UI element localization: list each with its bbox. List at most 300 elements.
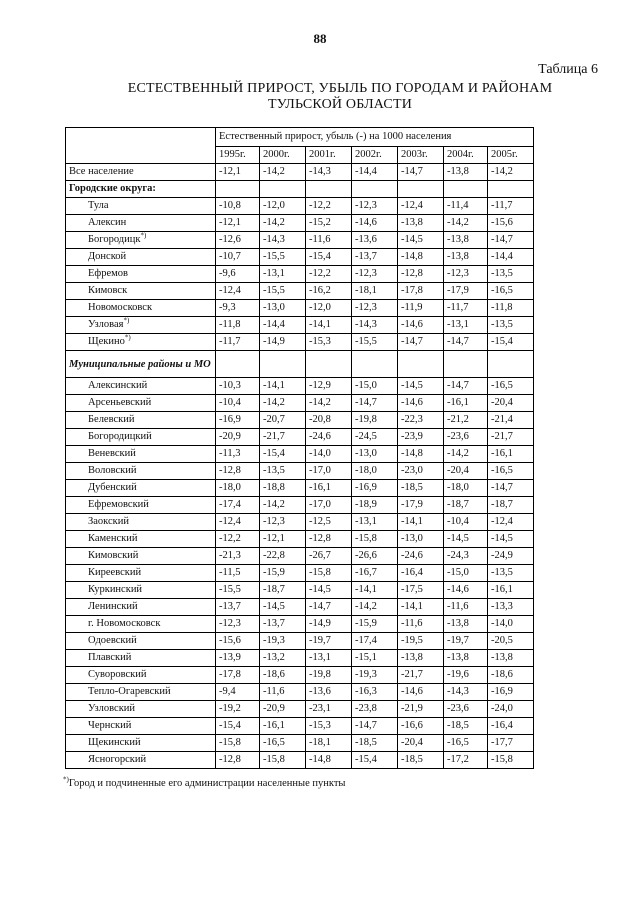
table-row: [66, 266, 534, 283]
value-cell: -24,6: [398, 548, 444, 565]
value-cell: -19,6: [444, 667, 488, 684]
row-name: Ефремов: [88, 268, 128, 279]
value-cell: -10,8: [216, 198, 260, 215]
empty-cell: [488, 351, 534, 378]
value-cell: -12,8: [216, 463, 260, 480]
value-cell: -18,7: [444, 497, 488, 514]
value-cell: -9,6: [216, 266, 260, 283]
value-cell: -12,4: [398, 198, 444, 215]
value-cell: -18,5: [352, 735, 398, 752]
value-cell: -13,7: [216, 599, 260, 616]
value-cell: -16,5: [444, 735, 488, 752]
value-cell: -17,9: [444, 283, 488, 300]
total-row: [66, 164, 534, 181]
value-cell: -13,1: [352, 514, 398, 531]
table-row: [66, 718, 534, 735]
value-cell: -12,1: [260, 531, 306, 548]
value-cell: -18,0: [444, 480, 488, 497]
footnote-ref: *): [124, 333, 131, 342]
value-cell: -12,1: [216, 164, 260, 181]
value-cell: -11,9: [398, 300, 444, 317]
value-cell: -23,0: [398, 463, 444, 480]
value-cell: -14,7: [488, 232, 534, 249]
value-cell: -15,8: [306, 565, 352, 582]
value-cell: -14,5: [306, 582, 352, 599]
table-row: [66, 283, 534, 300]
value-cell: -18,0: [216, 480, 260, 497]
value-cell: -14,4: [488, 249, 534, 266]
value-cell: -14,3: [260, 232, 306, 249]
value-cell: -12,2: [216, 531, 260, 548]
table-row: [66, 548, 534, 565]
row-name-cell: [66, 334, 216, 351]
value-cell: -14,6: [444, 582, 488, 599]
value-cell: -14,1: [398, 514, 444, 531]
value-cell: -23,6: [444, 429, 488, 446]
value-cell: -14,5: [488, 531, 534, 548]
value-cell: -21,7: [398, 667, 444, 684]
value-cell: -13,0: [352, 446, 398, 463]
footnote-ref: *): [140, 231, 147, 240]
value-cell: -18,5: [444, 718, 488, 735]
value-cell: -14,2: [444, 446, 488, 463]
row-name-cell: [66, 633, 216, 650]
row-name-cell: [66, 616, 216, 633]
municipal-group-header: [66, 351, 534, 378]
value-cell: -12,6: [216, 232, 260, 249]
value-cell: -12,5: [306, 514, 352, 531]
value-cell: -15,4: [216, 718, 260, 735]
value-cell: -13,8: [444, 616, 488, 633]
value-cell: -21,7: [488, 429, 534, 446]
value-cell: -14,5: [444, 531, 488, 548]
value-cell: -10,7: [216, 249, 260, 266]
value-cell: -14,7: [488, 480, 534, 497]
table-row: [66, 215, 534, 232]
value-cell: -23,9: [398, 429, 444, 446]
value-cell: -13,5: [488, 266, 534, 283]
table-row: [66, 429, 534, 446]
row-name: Кимовский: [88, 550, 139, 561]
empty-cell: [260, 351, 306, 378]
row-name: Воловский: [88, 465, 137, 476]
row-name-cell: [66, 378, 216, 395]
value-cell: -15,4: [306, 249, 352, 266]
value-cell: -17,5: [398, 582, 444, 599]
value-cell: -14,7: [444, 378, 488, 395]
row-name-cell: [66, 249, 216, 266]
value-cell: -12,8: [216, 752, 260, 769]
value-cell: -15,5: [352, 334, 398, 351]
value-cell: -14,7: [398, 164, 444, 181]
table-row: [66, 198, 534, 215]
table-row: [66, 616, 534, 633]
value-cell: -26,7: [306, 548, 352, 565]
value-cell: -20,8: [306, 412, 352, 429]
row-name: г. Новомосковск: [88, 618, 161, 629]
value-cell: -16,9: [216, 412, 260, 429]
row-name-cell: [66, 752, 216, 769]
value-cell: -17,0: [306, 497, 352, 514]
value-cell: -20,5: [488, 633, 534, 650]
row-name-cell: [66, 480, 216, 497]
value-cell: -13,8: [444, 650, 488, 667]
value-cell: -10,3: [216, 378, 260, 395]
table-row: [66, 317, 534, 334]
table-row: [66, 480, 534, 497]
value-cell: -14,1: [306, 317, 352, 334]
table-row: [66, 633, 534, 650]
value-cell: -20,9: [216, 429, 260, 446]
value-cell: -11,8: [216, 317, 260, 334]
value-cell: -10,4: [444, 514, 488, 531]
table-row: [66, 650, 534, 667]
table-row: [66, 684, 534, 701]
row-name-cell: [66, 412, 216, 429]
empty-cell: [216, 351, 260, 378]
value-cell: -16,5: [260, 735, 306, 752]
value-cell: -15,8: [216, 735, 260, 752]
value-cell: -12,3: [352, 300, 398, 317]
value-cell: -15,1: [352, 650, 398, 667]
value-cell: -24,6: [306, 429, 352, 446]
row-name: Тепло-Огаревский: [88, 686, 171, 697]
value-cell: -14,6: [352, 215, 398, 232]
value-cell: -26,6: [352, 548, 398, 565]
value-cell: -14,8: [398, 249, 444, 266]
value-cell: -12,2: [306, 266, 352, 283]
value-cell: -16,1: [444, 395, 488, 412]
row-name: Каменский: [88, 533, 138, 544]
value-cell: -13,0: [398, 531, 444, 548]
row-name-cell: [66, 283, 216, 300]
row-name-cell: [66, 395, 216, 412]
value-cell: -14,5: [260, 599, 306, 616]
value-cell: -14,8: [306, 752, 352, 769]
value-cell: -14,3: [444, 684, 488, 701]
row-name: Заокский: [88, 516, 130, 527]
value-cell: -13,6: [306, 684, 352, 701]
value-cell: -16,6: [398, 718, 444, 735]
value-cell: -21,4: [488, 412, 534, 429]
empty-cell: [216, 181, 260, 198]
value-cell: -14,3: [352, 317, 398, 334]
row-name: Новомосковск: [88, 302, 153, 313]
value-cell: -12,9: [306, 378, 352, 395]
value-cell: -15,0: [352, 378, 398, 395]
table-row: [66, 412, 534, 429]
value-cell: -13,2: [260, 650, 306, 667]
row-name: Плавский: [88, 652, 132, 663]
value-cell: -23,6: [444, 701, 488, 718]
table-row: [66, 334, 534, 351]
value-cell: -14,2: [260, 497, 306, 514]
value-cell: -11,3: [216, 446, 260, 463]
value-cell: -24,3: [444, 548, 488, 565]
value-cell: -13,0: [260, 300, 306, 317]
table-label: Таблица 6: [538, 62, 598, 77]
row-name-cell: [66, 701, 216, 718]
value-cell: -19,3: [352, 667, 398, 684]
value-cell: -13,1: [260, 266, 306, 283]
row-name: Киреевский: [88, 567, 142, 578]
table-row: [66, 667, 534, 684]
row-name: Узловая: [88, 319, 124, 330]
value-cell: -18,5: [398, 480, 444, 497]
row-name: Тула: [88, 200, 109, 211]
value-cell: -21,2: [444, 412, 488, 429]
footnote: [63, 775, 346, 789]
year-header-cell: 1995г.: [216, 147, 260, 164]
value-cell: -14,7: [352, 718, 398, 735]
table-row: [66, 565, 534, 582]
value-cell: -10,4: [216, 395, 260, 412]
value-cell: -14,7: [398, 334, 444, 351]
value-cell: -14,8: [398, 446, 444, 463]
value-cell: -16,4: [398, 565, 444, 582]
footnote-ref: *): [123, 316, 130, 325]
table-row: [66, 395, 534, 412]
row-name: Чернский: [88, 720, 132, 731]
table-row: [66, 446, 534, 463]
value-cell: -15,0: [444, 565, 488, 582]
value-cell: -11,6: [306, 232, 352, 249]
value-cell: -15,4: [260, 446, 306, 463]
value-cell: -15,3: [306, 718, 352, 735]
table-row: [66, 735, 534, 752]
row-name-cell: [66, 232, 216, 249]
year-header-cell: 2002г.: [352, 147, 398, 164]
value-cell: -14,6: [398, 395, 444, 412]
empty-cell: [306, 181, 352, 198]
table-row: [66, 514, 534, 531]
population-growth-table: [65, 127, 534, 769]
value-cell: -14,1: [260, 378, 306, 395]
row-name: Кимовск: [88, 285, 128, 296]
row-name-cell: [66, 317, 216, 334]
row-name: Суворовский: [88, 669, 147, 680]
row-name: Одоевский: [88, 635, 137, 646]
row-name-cell: [66, 164, 216, 181]
value-cell: -19,8: [306, 667, 352, 684]
value-cell: -14,5: [398, 232, 444, 249]
row-name-cell: [66, 198, 216, 215]
value-cell: -16,4: [488, 718, 534, 735]
empty-cell: [488, 181, 534, 198]
value-cell: -17,2: [444, 752, 488, 769]
urban-group-header-label: Городские округа:: [66, 181, 216, 198]
row-name: Ленинский: [88, 601, 138, 612]
value-cell: -22,3: [398, 412, 444, 429]
value-cell: -12,3: [216, 616, 260, 633]
value-cell: -19,7: [306, 633, 352, 650]
header-span-cell: Естественный прирост, убыль (-) на 1000 населения: [216, 128, 534, 147]
value-cell: -12,8: [398, 266, 444, 283]
value-cell: -18,0: [352, 463, 398, 480]
value-cell: -14,2: [306, 395, 352, 412]
value-cell: -11,6: [260, 684, 306, 701]
value-cell: -13,6: [352, 232, 398, 249]
value-cell: -19,7: [444, 633, 488, 650]
value-cell: -16,5: [488, 283, 534, 300]
value-cell: -12,4: [216, 283, 260, 300]
value-cell: -11,8: [488, 300, 534, 317]
empty-cell: [398, 351, 444, 378]
value-cell: -18,1: [306, 735, 352, 752]
value-cell: -15,6: [488, 215, 534, 232]
table-row: [66, 497, 534, 514]
value-cell: -19,8: [352, 412, 398, 429]
row-name-cell: [66, 582, 216, 599]
value-cell: -19,5: [398, 633, 444, 650]
row-name: Куркинский: [88, 584, 143, 595]
value-cell: -13,3: [488, 599, 534, 616]
value-cell: -12,0: [260, 198, 306, 215]
row-name-cell: [66, 599, 216, 616]
value-cell: -24,0: [488, 701, 534, 718]
value-cell: -12,3: [352, 198, 398, 215]
row-name-cell: [66, 548, 216, 565]
value-cell: -13,8: [488, 650, 534, 667]
value-cell: -14,9: [306, 616, 352, 633]
row-name: Алексин: [88, 217, 127, 228]
value-cell: -24,5: [352, 429, 398, 446]
value-cell: -14,2: [488, 164, 534, 181]
value-cell: -16,1: [488, 446, 534, 463]
value-cell: -12,1: [216, 215, 260, 232]
value-cell: -14,5: [398, 378, 444, 395]
value-cell: -14,1: [398, 599, 444, 616]
row-name-cell: [66, 497, 216, 514]
urban-group-header: [66, 181, 534, 198]
row-name: Ясногорский: [88, 754, 147, 765]
value-cell: -17,0: [306, 463, 352, 480]
table-row: [66, 599, 534, 616]
footnote-text: Город и подчиненные его администрации населенные пункты: [68, 778, 346, 789]
page-number: 88: [313, 31, 327, 46]
row-name: Все население: [69, 166, 134, 177]
value-cell: -14,0: [306, 446, 352, 463]
row-name-cell: [66, 531, 216, 548]
value-cell: -14,1: [352, 582, 398, 599]
value-cell: -22,8: [260, 548, 306, 565]
row-name: Веневский: [88, 448, 136, 459]
row-name: Ефремовский: [88, 499, 149, 510]
value-cell: -15,6: [216, 633, 260, 650]
row-name-cell: [66, 565, 216, 582]
table-row: [66, 232, 534, 249]
value-cell: -12,4: [216, 514, 260, 531]
row-name: Богородицкий: [88, 431, 152, 442]
value-cell: -13,9: [216, 650, 260, 667]
row-name-cell: [66, 446, 216, 463]
value-cell: -15,4: [352, 752, 398, 769]
value-cell: -14,3: [306, 164, 352, 181]
value-cell: -18,9: [352, 497, 398, 514]
value-cell: -15,8: [488, 752, 534, 769]
value-cell: -15,5: [260, 283, 306, 300]
value-cell: -12,8: [306, 531, 352, 548]
value-cell: -13,8: [398, 650, 444, 667]
table-row: [66, 701, 534, 718]
value-cell: -15,9: [260, 565, 306, 582]
empty-cell: [352, 181, 398, 198]
value-cell: -14,0: [488, 616, 534, 633]
value-cell: -11,7: [488, 198, 534, 215]
value-cell: -13,5: [488, 565, 534, 582]
table-row: [66, 531, 534, 548]
value-cell: -15,8: [352, 531, 398, 548]
table-row: [66, 463, 534, 480]
value-cell: -20,7: [260, 412, 306, 429]
value-cell: -18,6: [260, 667, 306, 684]
value-cell: -17,4: [352, 633, 398, 650]
value-cell: -12,3: [352, 266, 398, 283]
value-cell: -18,1: [352, 283, 398, 300]
row-name-cell: [66, 463, 216, 480]
value-cell: -16,5: [488, 463, 534, 480]
value-cell: -12,2: [306, 198, 352, 215]
year-header-cell: 2003г.: [398, 147, 444, 164]
value-cell: -14,4: [352, 164, 398, 181]
value-cell: -20,4: [398, 735, 444, 752]
value-cell: -16,1: [488, 582, 534, 599]
value-cell: -17,7: [488, 735, 534, 752]
value-cell: -21,3: [216, 548, 260, 565]
header-corner-cell: [66, 128, 216, 164]
value-cell: -14,9: [260, 334, 306, 351]
table-row: [66, 249, 534, 266]
value-cell: -11,5: [216, 565, 260, 582]
value-cell: -13,5: [488, 317, 534, 334]
value-cell: -15,3: [306, 334, 352, 351]
row-name-cell: [66, 514, 216, 531]
row-name-cell: [66, 266, 216, 283]
row-name: Узловский: [88, 703, 136, 714]
value-cell: -24,9: [488, 548, 534, 565]
value-cell: -21,9: [398, 701, 444, 718]
row-name: Донской: [88, 251, 127, 262]
value-cell: -11,7: [216, 334, 260, 351]
value-cell: -14,6: [398, 317, 444, 334]
value-cell: -20,4: [488, 395, 534, 412]
row-name: Арсеньевский: [88, 397, 152, 408]
value-cell: -18,7: [260, 582, 306, 599]
table-row: [66, 300, 534, 317]
value-cell: -15,2: [306, 215, 352, 232]
empty-cell: [444, 351, 488, 378]
value-cell: -19,2: [216, 701, 260, 718]
value-cell: -18,8: [260, 480, 306, 497]
row-name-cell: [66, 650, 216, 667]
value-cell: -23,1: [306, 701, 352, 718]
row-name-cell: [66, 300, 216, 317]
value-cell: -15,9: [352, 616, 398, 633]
value-cell: -14,2: [260, 164, 306, 181]
value-cell: -18,5: [398, 752, 444, 769]
value-cell: -17,8: [216, 667, 260, 684]
value-cell: -14,6: [398, 684, 444, 701]
value-cell: -16,5: [488, 378, 534, 395]
value-cell: -13,7: [352, 249, 398, 266]
title-line-1: ЕСТЕСТВЕННЫЙ ПРИРОСТ, УБЫЛЬ ПО ГОРОДАМ И РАЙОНАМ: [127, 81, 553, 96]
value-cell: -19,3: [260, 633, 306, 650]
value-cell: -15,5: [260, 249, 306, 266]
row-name: Щекинский: [88, 737, 141, 748]
value-cell: -14,7: [444, 334, 488, 351]
value-cell: -9,4: [216, 684, 260, 701]
value-cell: -12,3: [260, 514, 306, 531]
